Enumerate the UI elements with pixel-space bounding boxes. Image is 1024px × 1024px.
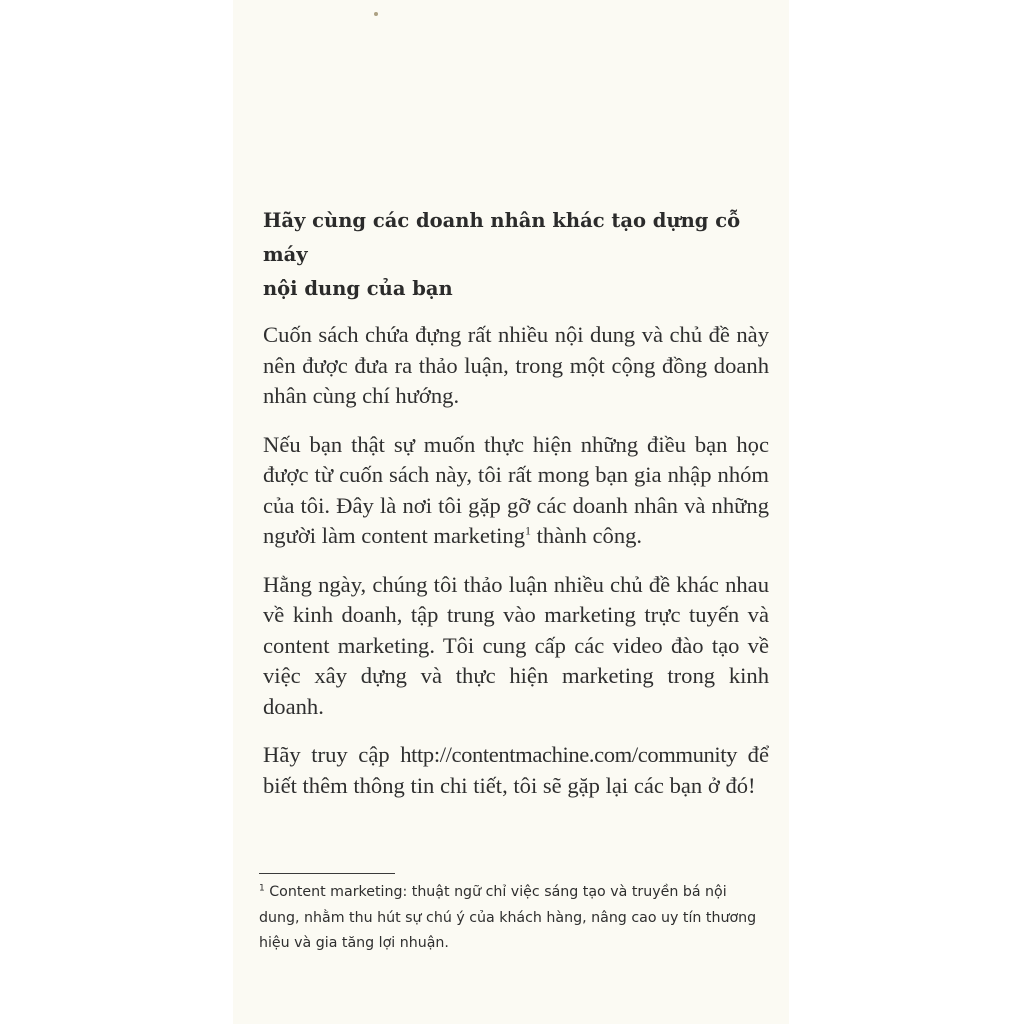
community-url: http://contentmachine.com/community bbox=[400, 742, 738, 767]
paragraph-2-ending: thành công. bbox=[531, 523, 643, 548]
book-page bbox=[233, 0, 789, 1024]
footnote bbox=[259, 880, 771, 957]
section-heading bbox=[263, 204, 769, 306]
paragraph-4-ending: để biết thêm thông tin chi tiết, tôi sẽ gặp lại các bạn ở đó! bbox=[263, 742, 769, 798]
heading-line-2: nội dung của bạn bbox=[263, 277, 453, 300]
heading-line-1: Hãy cùng các doanh nhân khác tạo dựng cỗ máy bbox=[263, 209, 741, 266]
footnote-text: Content marketing: thuật ngữ chỉ việc sáng tạo và truyền bá nội dung, nhằm thu hút sự chú ý của khách hàng, nâng cao uy tín thương hiệu và gia tăng lợi nhuận. bbox=[259, 884, 757, 951]
footnote-reference: 1 bbox=[525, 523, 531, 538]
footnote-marker: 1 bbox=[259, 883, 265, 894]
paragraph-1: Cuốn sách chứa đựng rất nhiều nội dung và chủ đề này nên được đưa ra thảo luận, trong một cộng đồng doanh nhân cùng chí hướng. bbox=[263, 322, 769, 408]
paragraph-3: Hằng ngày, chúng tôi thảo luận nhiều chủ đề khác nhau về kinh doanh, tập trung vào marketing trực tuyến và content marketing. Tôi cung cấp các video đào tạo về việc xây dựng và thực hiện marketing trong kinh doanh. bbox=[263, 571, 769, 719]
footnote-divider bbox=[259, 873, 395, 874]
page-mark bbox=[374, 12, 378, 16]
page-content bbox=[263, 204, 769, 819]
paragraph-2 bbox=[263, 430, 769, 552]
paragraph-2-text: Nếu bạn thật sự muốn thực hiện những điều bạn học được từ cuốn sách này, tôi rất mong bạn gia nhập nhóm của tôi. Đây là nơi tôi gặp gỡ các doanh nhân và những người làm content marketing bbox=[263, 431, 769, 548]
paragraph-4 bbox=[263, 740, 769, 801]
paragraph-4-text: Hãy truy cập bbox=[263, 742, 401, 767]
